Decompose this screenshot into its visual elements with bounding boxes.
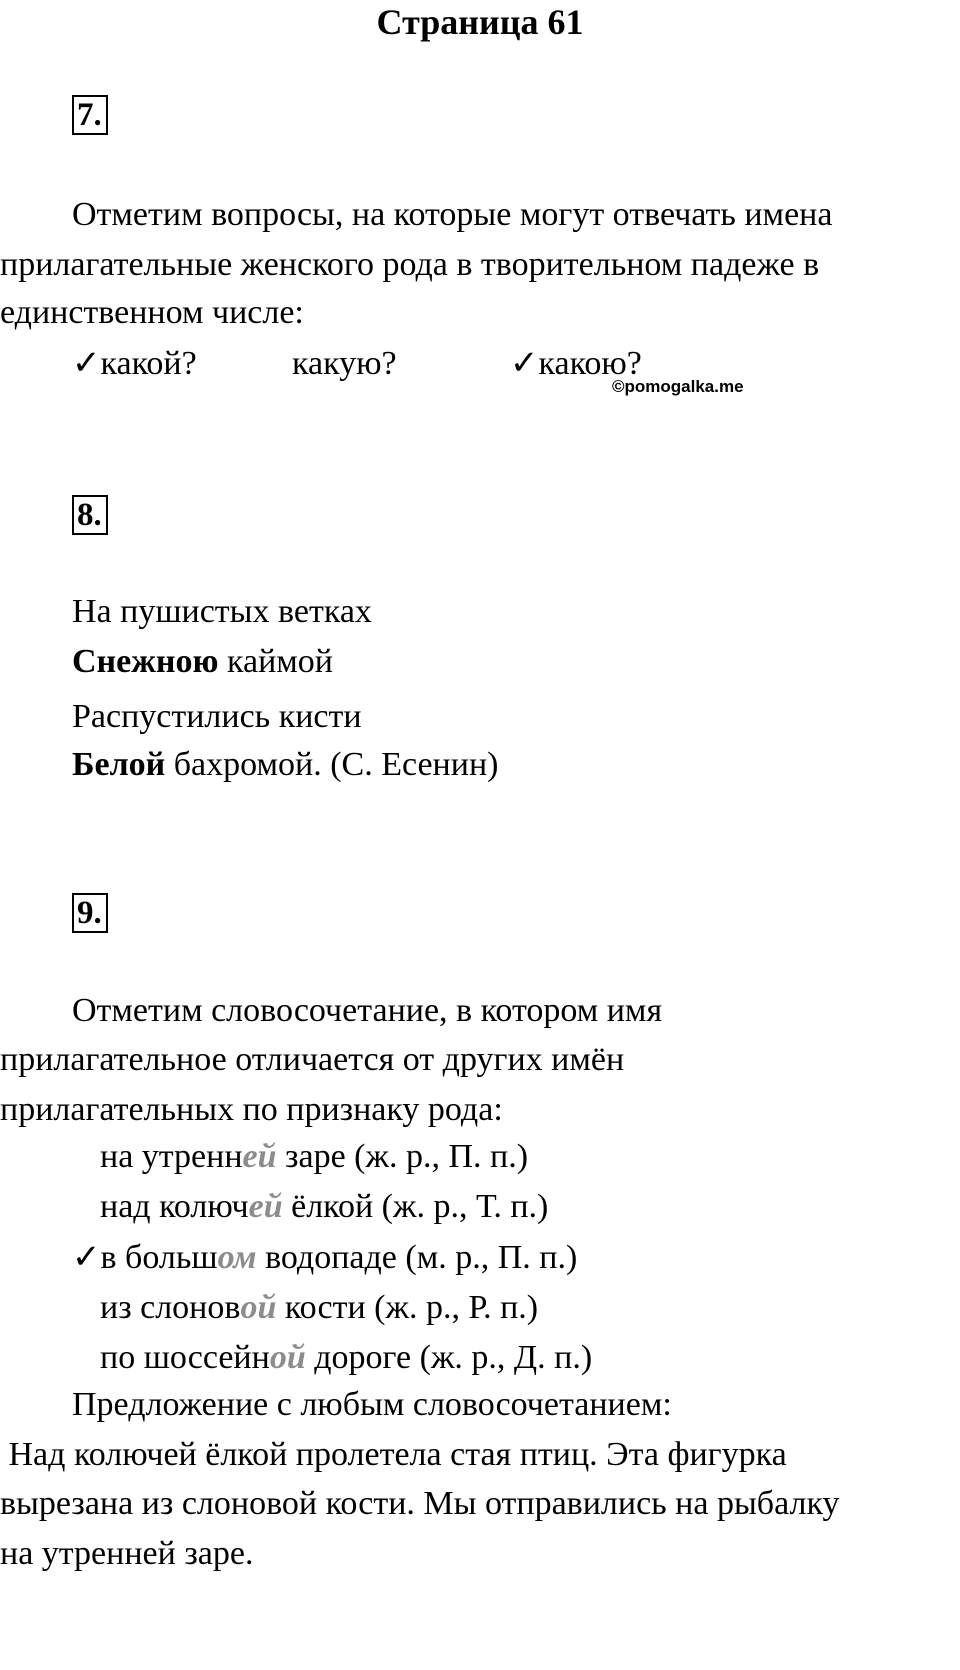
watermark: ©pomogalka.me: [612, 377, 744, 396]
poem-line-4: [72, 745, 498, 785]
poem-line-3: Распустились кисти: [72, 698, 362, 735]
phrase-stem: в больш: [100, 1239, 218, 1276]
poem-line-2: [72, 642, 333, 682]
exercise-9-text-line-3: прилагательных по признаку рода:: [0, 1091, 503, 1128]
exercise-7-number: 7.: [72, 95, 108, 135]
page-title: Страница 61: [376, 2, 584, 42]
sentence-line-1: Над колючей ёлкой пролетела стая птиц. Эта фигурка: [0, 1436, 787, 1473]
phrase-stem: на утренн: [100, 1138, 243, 1175]
sentence-intro: Предложение с любым словосочетанием:: [72, 1386, 672, 1423]
exercise-7-text-line-3: единственном числе:: [0, 294, 304, 331]
phrase-ending: ой: [269, 1339, 306, 1376]
phrase-rest: ёлкой (ж. р., Т. п.): [282, 1188, 549, 1225]
phrase-rest: дороге (ж. р., Д. п.): [305, 1339, 593, 1376]
phrase-ending: ой: [240, 1289, 277, 1326]
exercise-8-number: 8.: [72, 495, 108, 535]
phrase-stem: из слонов: [100, 1289, 241, 1326]
exercise-9-number: 9.: [72, 893, 108, 933]
phrase-ending: ей: [242, 1138, 277, 1175]
phrase-ending: ом: [217, 1239, 257, 1276]
phrase-rest: кости (ж. р., Р. п.): [276, 1289, 539, 1326]
phrase-rest: заре (ж. р., П. п.): [276, 1138, 529, 1175]
exercise-9-text-line-2: прилагательное отличается от других имён: [0, 1041, 625, 1078]
check-mark-icon: ✓: [72, 345, 101, 382]
poem-line-1: На пушистых ветках: [72, 593, 372, 630]
poem-line-rest: бахромой. (С. Есенин): [165, 746, 499, 783]
phrase-ending: ей: [248, 1188, 283, 1225]
phrase-stem: над колюч: [100, 1188, 249, 1225]
phrase-5: [100, 1338, 592, 1378]
poem-line-rest: каймой: [218, 643, 333, 680]
exercise-7-text-line-2: прилагательные женского рода в творительном падеже в: [0, 246, 820, 283]
exercise-9-text-line-1: Отметим словосочетание, в котором имя: [72, 992, 663, 1029]
phrase-3: [72, 1238, 577, 1278]
phrase-1: [100, 1137, 528, 1177]
phrase-stem: по шоссейн: [100, 1339, 270, 1376]
phrase-4: [100, 1288, 538, 1328]
poem-bold-word: Снежною: [72, 643, 219, 680]
sentence-line-2: вырезана из слоновой кости. Мы отправились на рыбалку: [0, 1485, 840, 1522]
exercise-7-text-line-1: Отметим вопросы, на которые могут отвечать имена: [72, 196, 833, 233]
phrase-2: [100, 1187, 548, 1227]
phrase-rest: водопаде (м. р., П. п.): [256, 1239, 578, 1276]
check-mark-icon: ✓: [72, 1239, 101, 1276]
exercise-7-option-2: какую?: [292, 345, 397, 382]
option-label: какой?: [100, 345, 197, 382]
exercise-7-option-1: [72, 344, 197, 384]
sentence-line-3: на утренней заре.: [0, 1535, 254, 1572]
poem-bold-word: Белой: [72, 746, 166, 783]
check-mark-icon: ✓: [510, 345, 539, 382]
option-label: какою?: [538, 345, 642, 382]
